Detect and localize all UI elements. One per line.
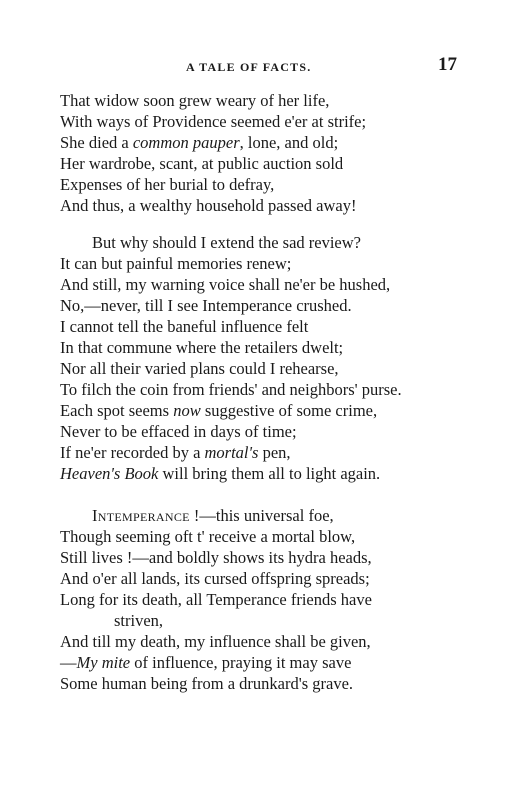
verse-line: Some human being from a drunkard's grave. — [60, 674, 354, 693]
verse-text: of influence, praying it may save — [130, 653, 352, 672]
verse-line: Never to be effaced in days of time; — [60, 422, 297, 441]
page-number: 17 — [438, 54, 457, 75]
verse-line: To filch the coin from friends' and neighbors' purse. — [60, 380, 402, 399]
verse-line: Her wardrobe, scant, at public auction sold — [60, 154, 344, 173]
verse-line — [60, 400, 377, 421]
verse-line: And o'er all lands, its cursed offspring spreads; — [60, 569, 370, 588]
verse-line — [60, 652, 351, 673]
verse-line: But why should I extend the sad review? — [92, 233, 361, 252]
verse-line: No,—never, till I see Intemperance crushed. — [60, 296, 352, 315]
verse-emphasis: now — [173, 401, 201, 420]
verse-line — [60, 132, 338, 153]
verse-line: Nor all their varied plans could I rehearse, — [60, 359, 339, 378]
verse-line: I cannot tell the baneful influence felt — [60, 317, 309, 336]
verse-text: will bring them all to light again. — [158, 464, 381, 483]
verse-line: And thus, a wealthy household passed away! — [60, 196, 357, 215]
verse-line: It can but painful memories renew; — [60, 254, 292, 273]
verse-emphasis: mortal's — [204, 443, 259, 462]
verse-line: And till my death, my influence shall be given, — [60, 632, 371, 651]
verse-emphasis: Heaven's Book — [60, 464, 159, 483]
verse-text: , lone, and old; — [239, 133, 339, 152]
verse-line: Though seeming oft t' receive a mortal blow, — [60, 527, 356, 546]
verse-line — [60, 442, 291, 463]
verse-text: If ne'er recorded by a — [60, 443, 205, 462]
verse-line: Still lives !—and boldly shows its hydra heads, — [60, 548, 372, 567]
verse-emphasis: common pauper — [132, 133, 240, 152]
running-title: A TALE OF FACTS. — [186, 60, 312, 74]
verse-emphasis: My mite — [76, 653, 131, 672]
verse-text: suggestive of some crime, — [200, 401, 378, 420]
verse-text: Each spot seems — [60, 401, 174, 420]
verse-line: With ways of Providence seemed e'er at strife; — [60, 112, 367, 131]
verse-line: In that commune where the retailers dwelt; — [60, 338, 344, 357]
verse-line: And still, my warning voice shall ne'er be hushed, — [60, 275, 391, 294]
verse-small-caps: Intemperance — [92, 506, 190, 525]
verse-line — [92, 505, 334, 526]
verse-text: pen, — [258, 443, 291, 462]
verse-line — [60, 463, 380, 484]
verse-line: Expenses of her burial to defray, — [60, 175, 275, 194]
verse-line: striven, — [114, 611, 164, 630]
verse-text: She died a — [60, 133, 133, 152]
running-header — [0, 56, 512, 80]
verse-line: Long for its death, all Temperance friends have — [60, 590, 372, 609]
verse-text: !—this universal foe, — [189, 506, 334, 525]
verse-line: That widow soon grew weary of her life, — [60, 91, 330, 110]
verse-text: — — [60, 653, 77, 672]
